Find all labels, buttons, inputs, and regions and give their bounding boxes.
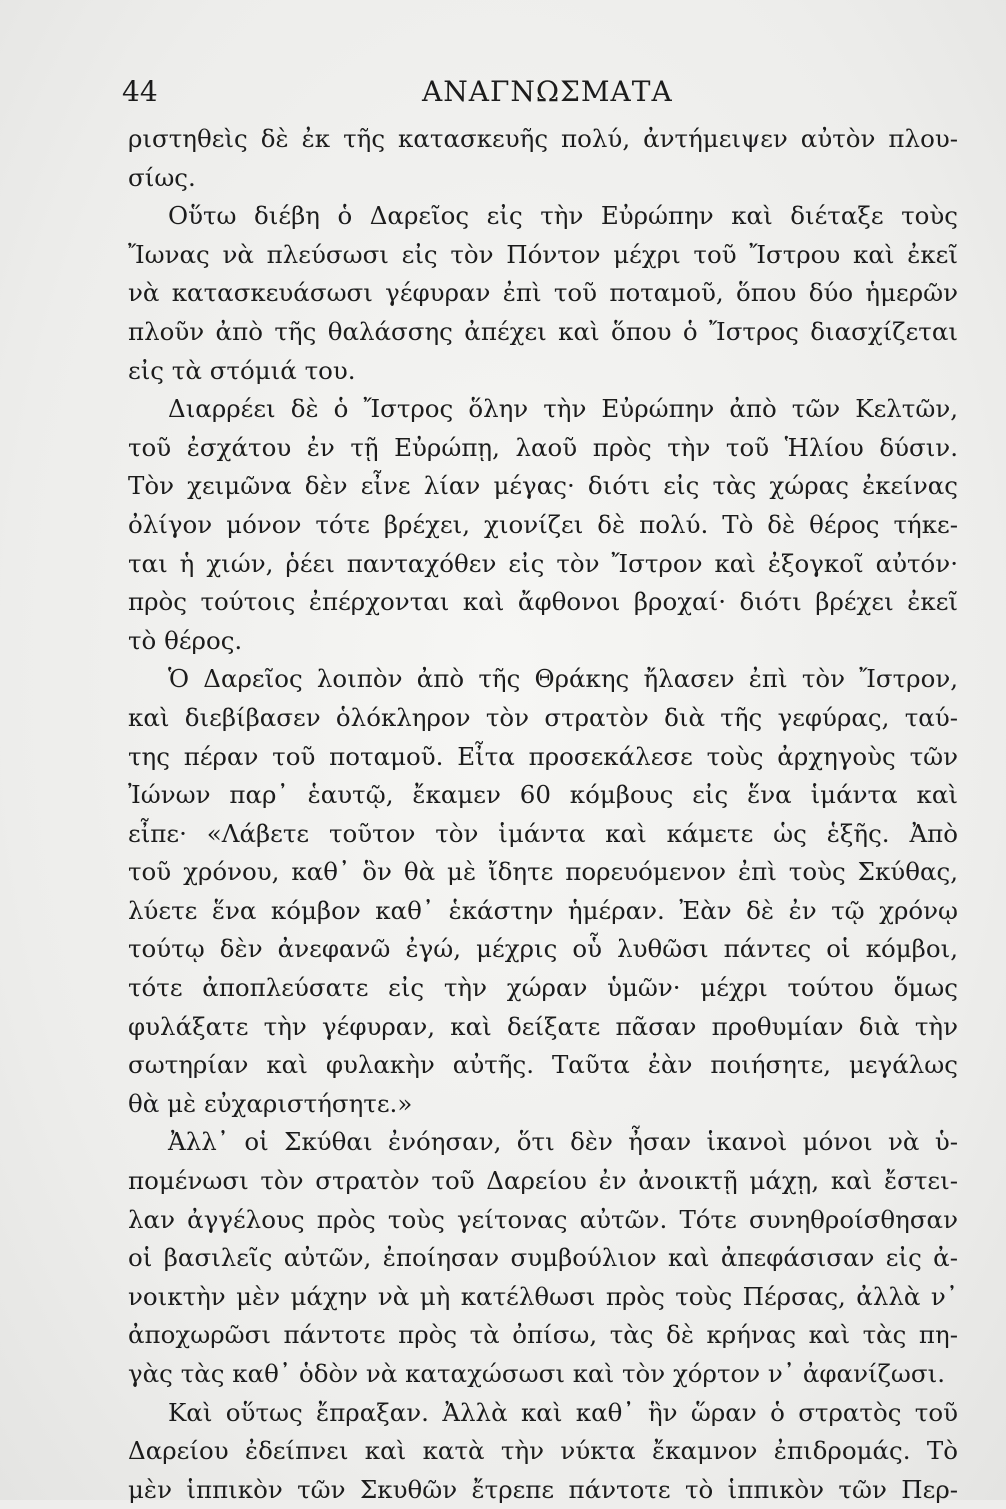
text-line: φυλάξατε τὴν γέφυραν, καὶ δείξατε πᾶσαν προθυμίαν διὰ τὴν [128,1011,958,1041]
text-line: τούτῳ δὲν ἀνεφανῶ ἐγώ, μέχρις οὗ λυθῶσι πάντες οἱ κόμβοι, [128,934,958,964]
text-line: οἱ βασιλεῖς αὐτῶν, ἐποίησαν συμβούλιον καὶ ἀπεφάσισαν εἰς ἀ- [128,1243,958,1273]
running-title: ΑΝΑΓΝΩΣΜΑΤΑ [422,75,673,108]
text-line: Ἴωνας νὰ πλεύσωσι εἰς τὸν Πόντον μέχρι τοῦ Ἴστρου καὶ ἐκεῖ [128,239,958,269]
text-line: Τὸν χειμῶνα δὲν εἶνε λίαν μέγας· διότι εἰς τὰς χώρας ἐκείνας [128,471,958,501]
text-line: λύετε ἕνα κόμβον καθ᾽ ἑκάστην ἡμέραν. Ἐὰν δὲ ἐν τῷ χρόνῳ [128,895,958,925]
text-line: λαν ἀγγέλους πρὸς τοὺς γείτονας αὐτῶν. Τότε συνηθροίσθησαν [128,1204,958,1234]
text-line: της πέραν τοῦ ποταμοῦ. Εἶτα προσεκάλεσε τοὺς ἀρχηγοὺς τῶν [128,741,958,771]
text-line: τότε ἀποπλεύσατε εἰς τὴν χώραν ὑμῶν· μέχρι τούτου ὅμως [128,973,958,1003]
text-line: Δαρείου ἐδείπνει καὶ κατὰ τὴν νύκτα ἔκαμνον ἐπιδρομάς. Τὸ [128,1436,958,1466]
text-line: Καὶ οὕτως ἔπραξαν. Ἀλλὰ καὶ καθ᾽ ἣν ὥραν ὁ στρατὸς τοῦ [168,1397,958,1427]
text-line: ὀλίγον μόνον τότε βρέχει, χιονίζει δὲ πολύ. Τὸ δὲ θέρος τήκε- [128,509,958,539]
text-line: εἰς τὰ στόμιά του. [128,355,356,385]
text-line: μὲν ἱππικὸν τῶν Σκυθῶν ἔτρεπε πάντοτε τὸ ἱππικὸν τῶν Περ- [128,1474,958,1504]
text-line: τοῦ χρόνου, καθ᾽ ὃν θὰ μὲ ἴδητε πορευόμενον ἐπὶ τοὺς Σκύθας, [128,857,958,887]
text-line: Οὕτω διέβη ὁ Δαρεῖος εἰς τὴν Εὐρώπην καὶ διέταξε τοὺς [168,201,958,231]
text-line: ριστηθεὶς δὲ ἐκ τῆς κατασκευῆς πολύ, ἀντήμειψεν αὐτὸν πλου- [128,124,958,153]
text-line: νὰ κατασκευάσωσι γέφυραν ἐπὶ τοῦ ποταμοῦ, ὅπου δύο ἡμερῶν [128,278,958,308]
text-line: Διαρρέει δὲ ὁ Ἴστρος ὅλην τὴν Εὐρώπην ἀπὸ τῶν Κελτῶν, [168,394,958,424]
text-line: τοῦ ἐσχάτου ἐν τῇ Εὐρώπῃ, λαοῦ πρὸς τὴν τοῦ Ἡλίου δύσιν. [128,432,958,462]
text-line: καὶ διεβίβασεν ὁλόκληρον τὸν στρατὸν διὰ τῆς γεφύρας, ταύ- [128,702,958,732]
text-line: νοικτὴν μὲν μάχην νὰ μὴ κατέλθωσι πρὸς τοὺς Πέρσας, ἀλλὰ ν᾽ [128,1281,958,1311]
text-line: ται ἡ χιών, ῥέει πανταχόθεν εἰς τὸν Ἴστρον καὶ ἐξογκοῖ αὐτόν· [128,548,958,578]
text-line: σίως. [128,162,196,192]
text-line: πρὸς τούτοις ἐπέρχονται καὶ ἄφθονοι βροχαί· διότι βρέχει ἐκεῖ [128,587,958,617]
text-line: πλοῦν ἀπὸ τῆς θαλάσσης ἀπέχει καὶ ὅπου ὁ Ἴστρος διασχίζεται [128,316,958,346]
body-text [128,120,958,1509]
text-line: Ὁ Δαρεῖος λοιπὸν ἀπὸ τῆς Θράκης ἤλασεν ἐπὶ τὸν Ἴστρον, [168,664,958,694]
text-line: πομένωσι τὸν στρατὸν τοῦ Δαρείου ἐν ἀνοικτῇ μάχῃ, καὶ ἔστει- [128,1166,958,1196]
text-line: Ἰώνων παρ᾽ ἑαυτῷ, ἔκαμεν 60 κόμβους εἰς ἕνα ἱμάντα καὶ [128,780,958,810]
text-line: σωτηρίαν καὶ φυλακὴν αὐτῆς. Ταῦτα ἐὰν ποιήσητε, μεγάλως [128,1050,958,1080]
text-line: Ἀλλ᾽ οἱ Σκύθαι ἐνόησαν, ὅτι δὲν ἦσαν ἱκανοὶ μόνοι νὰ ὑ- [168,1127,958,1157]
text-line: γὰς τὰς καθ᾽ ὁδὸν νὰ καταχώσωσι καὶ τὸν χόρτον ν᾽ ἀφανίζωσι. [128,1359,945,1388]
page-number: 44 [122,75,158,108]
text-line: θὰ μὲ εὐχαριστήσητε.» [128,1088,413,1118]
text-line: εἶπε· «Λάβετε τοῦτον τὸν ἱμάντα καὶ κάμετε ὡς ἑξῆς. Ἀπὸ [128,818,958,848]
page-header [122,72,862,112]
text-line: τὸ θέρος. [128,625,243,655]
text-line: ἀποχωρῶσι πάντοτε πρὸς τὰ ὀπίσω, τὰς δὲ κρήνας καὶ τὰς πη- [128,1320,958,1350]
